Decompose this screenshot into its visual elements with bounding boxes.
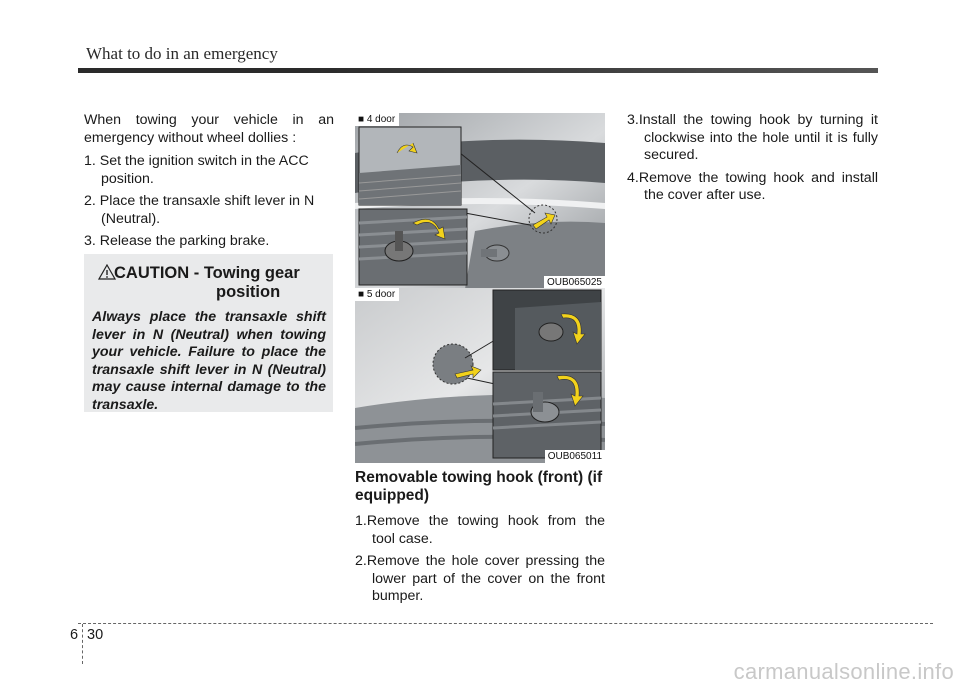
- figure-1-code: OUB065025: [544, 276, 605, 289]
- caution-title: [114, 264, 329, 302]
- figure-4-door: [355, 113, 605, 289]
- caution-body: Always place the transaxle shift lever in N (Neutral) when towing your vehicle. Failure to place the transaxle shift lever in N (Neutral) may cause internal damage to the transaxle.: [92, 309, 326, 413]
- footer-rule: [78, 623, 933, 624]
- left-column: [84, 112, 334, 251]
- chapter-number: 6: [70, 627, 79, 643]
- front-bumper-5door-illustration: [355, 288, 605, 463]
- step-3: 3. Release the parking brake.: [84, 233, 270, 249]
- step-1: 1. Set the ignition switch in the ACC position.: [84, 153, 309, 187]
- hook-step-4: 4.Remove the towing hook and install the cover after use.: [627, 169, 878, 203]
- hook-step-1: 1.Remove the towing hook from the tool case.: [355, 513, 605, 547]
- intro-text: When towing your vehicle in an emergency without wheel dollies :: [84, 112, 334, 146]
- caution-title-main: CAUTION - Towing gear: [114, 264, 300, 282]
- step-2: 2. Place the transaxle shift lever in N (Neutral).: [84, 193, 315, 227]
- page-number-divider: [82, 624, 83, 664]
- hook-step-2: 2.Remove the hole cover pressing the lower part of the cover on the front bumper.: [355, 553, 605, 604]
- towing-steps: [84, 153, 334, 251]
- middle-column: [355, 469, 605, 606]
- figure-2-code: OUB065011: [545, 450, 605, 463]
- front-bumper-4door-illustration: [355, 113, 605, 289]
- hook-step-3: 3.Install the towing hook by turning it clockwise into the hole until it is fully secured.: [627, 112, 878, 163]
- page-header-title: What to do in an emergency: [86, 44, 278, 63]
- figure-5-door: [355, 288, 605, 463]
- figure-2-label: ■ 5 door: [355, 288, 399, 301]
- figure-1-label: ■ 4 door: [355, 113, 399, 126]
- header-rule: [78, 68, 878, 73]
- section-title: Removable towing hook (front) (if equipped): [355, 469, 603, 504]
- caution-box: [84, 254, 333, 412]
- caution-title-sub: position: [216, 283, 281, 301]
- watermark: carmanualsonline.info: [733, 659, 954, 684]
- right-column: [627, 112, 878, 205]
- page-number: 30: [87, 627, 104, 643]
